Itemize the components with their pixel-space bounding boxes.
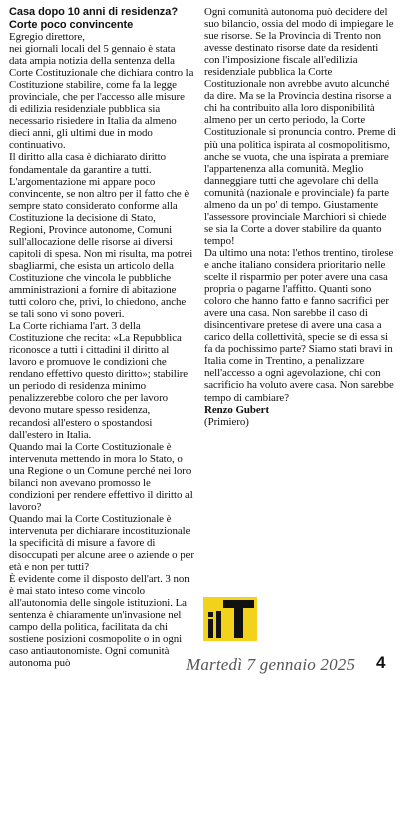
article-paragraph: È evidente come il disposto dell'art. 3 non è mai stato inteso come vincolo all'autonomia delle singole istituzioni. La sentenza è chiaramente un'invasione nel campo della politica, facilitata da chi sostiene posizioni cosmopolite o in ogni caso antiautonomiste. Ogni comunità autonoma può bbox=[9, 573, 190, 670]
signature-place: (Primiero) bbox=[204, 415, 249, 428]
logo-letter-i-dot bbox=[208, 612, 213, 617]
article-title: Casa dopo 10 anni di residenza? Corte poco convincente bbox=[9, 6, 178, 31]
article-paragraph: La Corte richiama l'art. 3 della Costituzione che recita: «La Repubblica riconosce a tutti i cittadini il diritto al lavoro e promuove le condizioni che rendano effettivo questo diritto»; stabilire un periodo di residenza minimo penalizzerebbe coloro che per lavoro devono mutare spesso residenza, recandosi all'estero o spostandosi dall'estero in Italia. bbox=[9, 320, 189, 441]
article-paragraph: Quando mai la Corte Costituzionale è intervenuta mettendo in mora lo Stato, o una Regione o un Comune perché nei loro bilanci non avevano promosso le condizioni per rendere effettivo il diritto al lavoro? bbox=[9, 440, 193, 513]
logo-letter-t-stem bbox=[234, 600, 243, 638]
page-number: 4 bbox=[376, 653, 386, 672]
article-paragraph: Egregio direttore, nei giornali locali del 5 gennaio è stata data ampia notizia della sentenza della Corte Costituzionale che dichiara contro la Costituzione stabilire, come fa la legge provinciale, che per l'accesso alle misure di edilizia residenziale pubblica sia necessario risiedere in Italia da almeno dieci anni, gli ultimi due in modo continuativo. bbox=[9, 31, 194, 152]
article-column-right bbox=[204, 6, 396, 428]
issue-date: Martedì 7 gennaio 2025 bbox=[186, 655, 356, 674]
signature-name: Renzo Gubert bbox=[204, 403, 270, 416]
article-paragraph: Da ultimo una nota: l'ethos trentino, tirolese e anche italiano considera prioritario nelle scelte il risparmio per poter avere una casa propria o pagarne l'affitto. Quanti sono coloro che hanno fatto e fanno sacrifici per avere una casa. Non sarebbe il caso di disincentivare pretese di avere una casa a carico della collettività, specie se di essa si fa da pochissimo parte? Siamo stati bravi in Italia come in Trentino, a penalizzare nell'accesso a ogni agevolazione, chi con sacrificio ha voluto avere casa. Non sarebbe tempo di cambiare? bbox=[204, 246, 394, 404]
article-paragraph: Ogni comunità autonoma può decidere del suo bilancio, ossia del modo di impiegare le sue risorse. Se la Provincia di Trento non avesse destinato risorse date da residenti con l'imposizione fiscale all'edilizia residenziale pubblica la Corte Costituzionale non avrebbe avuto alcunché da dire. Ma se la Provincia destina risorse a chi ha contribuito alla loro disponibilità almeno per un certo periodo, la Corte Costituzionale si pronuncia contro. Preme di più una politica ispirata al cosmopolitismo, anche se vuota, che una ispirata a premiare l'appartenenza alla comunità. Meglio danneggiare tutti che agevolare chi della comunità (nazionale e provinciale) fa parte almeno da un po' di tempo. Giustamente l'assessore provinciale Marchiori si chiede se sia la Corte a dover stabilire da quanto tempo! bbox=[204, 6, 396, 247]
article-column-left bbox=[9, 6, 194, 669]
logo-letter-i bbox=[208, 619, 213, 638]
article-paragraph: Quando mai la Corte Costituzionale è intervenuta per dichiarare incostituzionale la specificità di misure a favore di disoccupati per alcune aree o aziende o per età e non per tutti? bbox=[9, 512, 195, 574]
newspaper-logo bbox=[203, 597, 257, 641]
logo-letter-l bbox=[216, 611, 221, 638]
article-paragraph: Il diritto alla casa è dichiarato diritto fondamentale da garantire a tutti. L'argomentazione mi appare poco convincente, se non altro per il fatto che è sempre stato considerato conforme alla Costituzione la decisione di Stato, Regioni, Province autonome, Comuni sull'allocazione delle risorse ai diversi capitoli di spesa. Non mi risulta, ma potrei sbagliarmi, che esista un articolo della Costituzione che vincola le pubbliche amministrazioni a fornire di abitazione tutti coloro che, privi, lo chiedono, anche se tali sono vi sono poveri. bbox=[9, 151, 193, 321]
